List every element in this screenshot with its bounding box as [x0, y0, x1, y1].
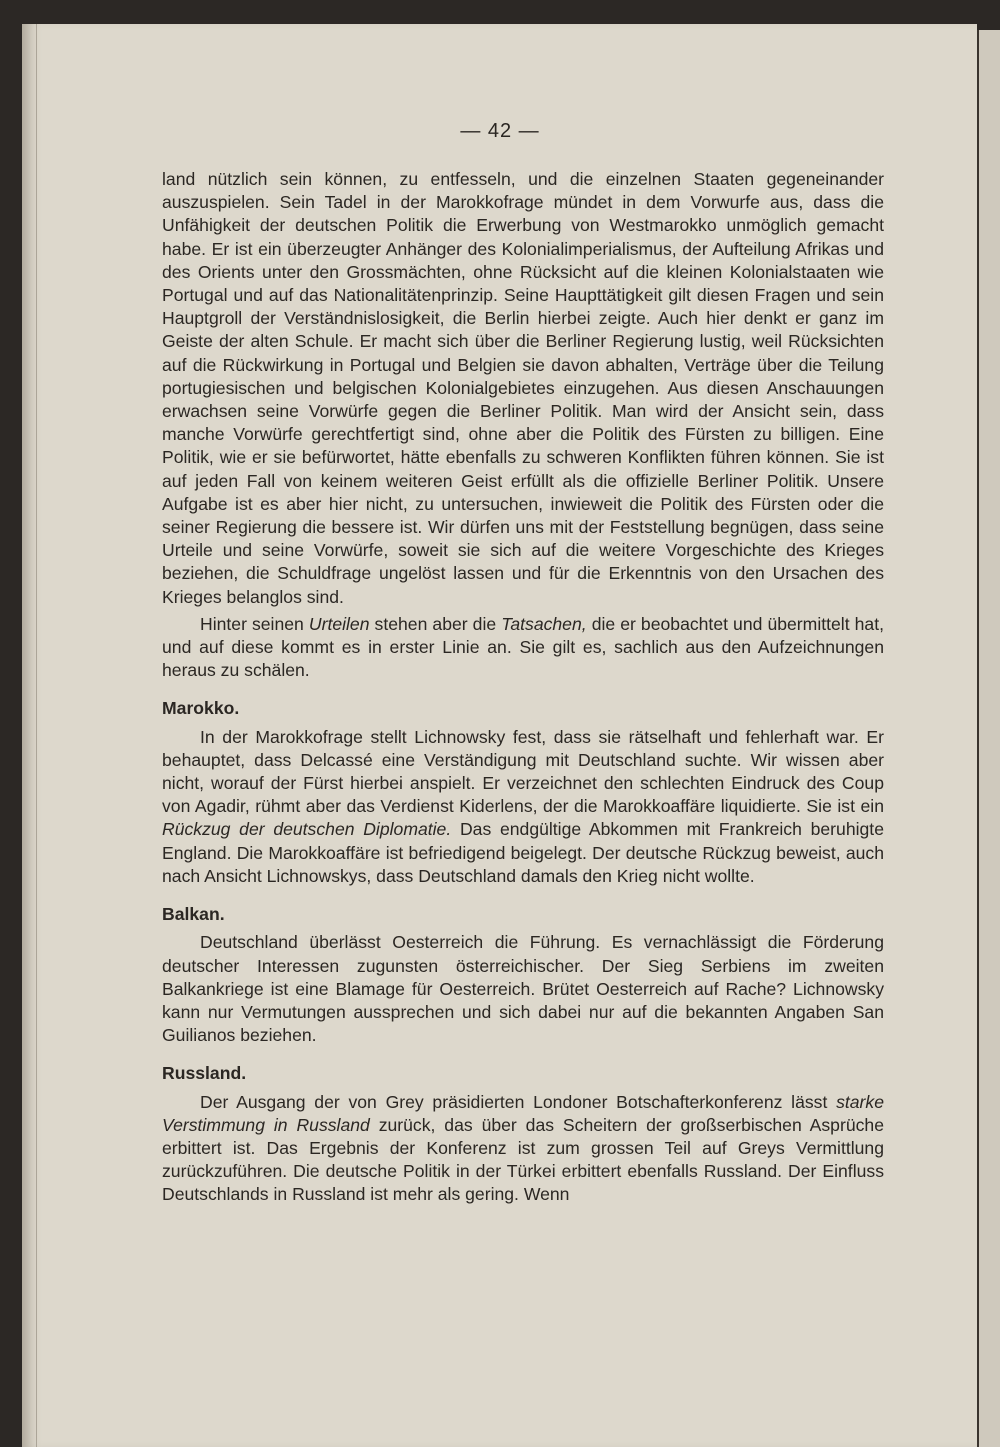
page-gutter — [36, 24, 37, 1447]
emphasis-tatsachen: Tatsachen, — [501, 613, 587, 634]
paragraph-balkan: Deutschland überlässt Oesterreich die Führung. Es vernachlässigt die Förderung deutscher Interessen zugunsten österreichischer. Der Sieg Serbiens im zweiten Balkankriege ist eine Blamage für Oesterreich. Brütet Oesterreich auf Rache? Lichnowsky kann nur Vermutungen aussprechen und sich dabei nur auf die bekannten Angaben San Guilianos beziehen. — [162, 932, 884, 1046]
emphasis-rueckzug: Rückzug der deutschen Diplomatie. — [162, 819, 452, 840]
paragraph-2-text-c: die er beobachtet und übermittelt hat, und auf diese kommt es in erster Linie an. Sie gilt es, sachlich aus den Aufzeichnungen heraus zu schälen. — [162, 613, 884, 681]
page-number: — 42 — — [460, 120, 540, 142]
paragraph-2 — [162, 613, 884, 683]
paragraph-russland-text-a: Der Ausgang der von Grey präsidierten Londoner Botschafterkonferenz lässt — [200, 1091, 837, 1112]
emphasis-verstimmung: starke Verstimmung in Russland — [162, 1091, 884, 1135]
emphasis-urteilen: Urteilen — [308, 613, 370, 634]
paragraph-marokko-text-a: In der Marokkofrage stellt Lichnowsky fest, dass sie rätselhaft und fehlerhaft war. Er behauptet, dass Delcassé eine Verständigung mit Deutschland suchte. Wir wissen aber nicht, worauf der Fürst hierbei anspielt. Er verzeichnet den schlechten Eindruck des Coup von Agadir, rühmt aber das Verdienst Kiderlens, der die Marokkoaffäre liquidierte. Sie ist ein — [162, 726, 884, 817]
page-text — [162, 168, 884, 1207]
heading-balkan: Balkan. — [162, 904, 225, 925]
heading-russland: Russland. — [162, 1063, 247, 1084]
next-page-edge — [977, 30, 1000, 1447]
paragraph-marokko-text-b: Das endgültige Abkommen mit Frankreich beruhigte England. Die Marokkoaffäre ist befriedigend beigelegt. Der deutsche Rückzug beweist, auch nach Ansicht Lichnowskys, dass Deutschland damals den Krieg nicht wollte. — [162, 819, 884, 886]
paragraph-2-text-a: Hinter seinen — [200, 613, 309, 634]
paragraph-2-text-b: stehen aber die — [369, 613, 502, 634]
paragraph-russland-text-b: zurück, das über das Scheitern der großserbischen Asprüche erbittert ist. Das Ergebnis der Konferenz ist zum grossen Teil auf Greys Vermittlung zurückzuführen. Die deutsche Politik in der Türkei erbittert ebenfalls Russland. Der Einfluss Deutschlands in Russland ist mehr als gering. Wenn — [162, 1114, 884, 1205]
paragraph-marokko — [162, 726, 884, 888]
paragraph-1: land nützlich sein können, zu entfesseln, und die einzelnen Staaten gegeneinander auszuspielen. Sein Tadel in der Marokkofrage mündet in dem Vorwurfe aus, dass die Unfähigkeit der deutschen Politik die Erwerbung von Westmarokko unmöglich gemacht habe. Er ist ein überzeugter Anhänger des Kolonialimperialismus, der Aufteilung Afrikas und des Orients unter den Grossmächten, ohne Rücksicht auf die kleinen Kolonialstaaten wie Portugal und auf das Nationalitätenprinzip. Seine Haupttätigkeit gilt diesen Fragen und sein Hauptgroll der Verständnislosigkeit, die Berlin hierbei zeigte. Auch hier denkt er ganz im Geiste der alten Schule. Er macht sich über die Berliner Regierung lustig, weil Rücksichten auf die Rückwirkung in Portugal und Belgien sie davon abhalten, Verträge über die Teilung portugiesischen und belgischen Kolonialgebietes einzugehen. Aus diesen Anschauungen erwachsen seine Vorwürfe gegen die Berliner Politik. Man wird der Ansicht sein, dass manche Vorwürfe gerechtfertigt sind, ohne aber die Politik des Fürsten zu billigen. Eine Politik, wie er sie befürwortet, hätte ebenfalls zu schweren Konflikten führen können. Sie ist auf jeden Fall von keinem weiteren Geist erfüllt als die offizielle Berliner Politik. Unsere Aufgabe ist es aber hier nicht, zu untersuchen, inwieweit die Politik des Fürsten oder die seiner Regierung die bessere ist. Wir dürfen uns mit der Feststellung begnügen, dass seine Urteile und seine Vorwürfe, soweit sie sich auf die weitere Vorgeschichte des Krieges beziehen, die Schuldfrage ungelöst lassen und für die Erkenntnis von den Ursachen des Krieges belanglos sind. — [162, 169, 884, 607]
heading-marokko: Marokko. — [162, 698, 240, 719]
paragraph-russland — [162, 1091, 884, 1207]
